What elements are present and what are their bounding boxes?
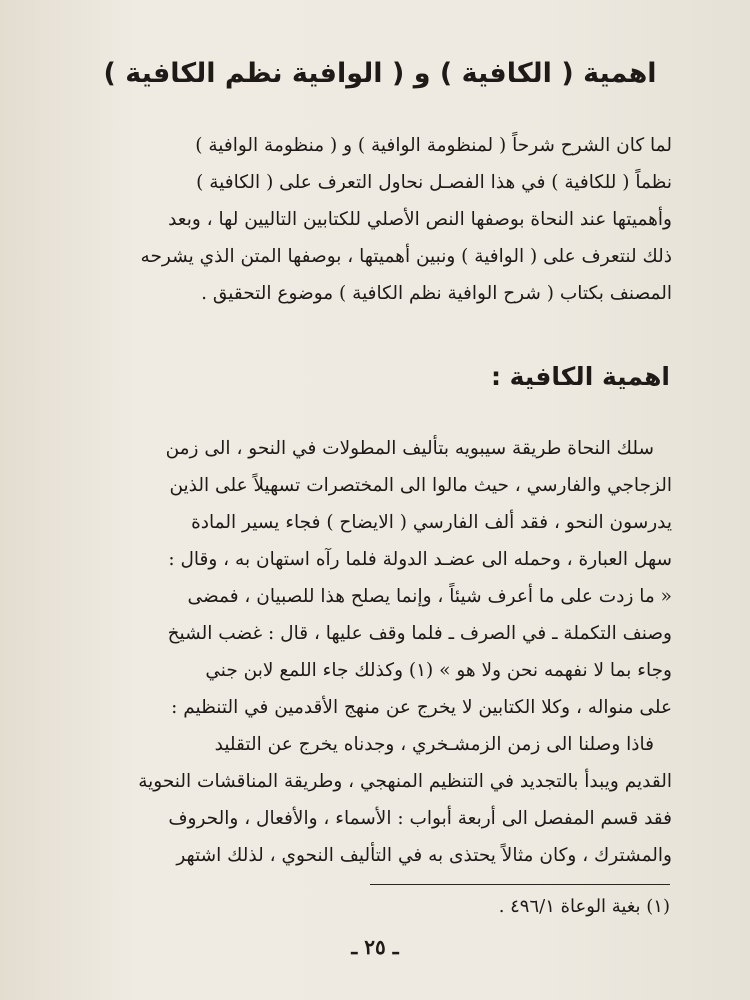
text-line: يدرسون النحو ، فقد ألف الفارسي ( الايضاح ) فجاء يسير المادة xyxy=(191,512,672,533)
text-line: وصنف التكملة ـ في الصرف ـ فلما وقف عليها ، قال : غضب الشيخ xyxy=(167,623,672,644)
page-heading: اهمية ( الكافية ) و ( الوافية نظم الكافية ) xyxy=(103,58,657,89)
text-line: ذلك لنتعرف على ( الوافية ) ونبين أهميتها ، بوصفها المتن الذي يشرحه xyxy=(140,246,672,267)
intro-paragraph xyxy=(62,127,672,312)
text-line: والمشترك ، وكان مثالاً يحتذى به في التأليف النحوي ، لذلك اشتهر xyxy=(176,845,672,866)
text-line: لما كان الشرح شرحاً ( لمنظومة الوافية ) و ( منظومة الوافية ) xyxy=(195,135,672,156)
footnote-divider xyxy=(370,884,670,885)
footnote: (١) بغية الوعاة ٤٩٦/١ . xyxy=(498,896,670,917)
text-line: القديم ويبدأ بالتجديد في التنظيم المنهجي ، وطريقة المناقشات النحوية xyxy=(138,771,672,792)
text-line: المصنف بكتاب ( شرح الوافية نظم الكافية ) موضوع التحقيق . xyxy=(201,283,672,304)
text-line: فاذا وصلنا الى زمن الزمشـخري ، وجدناه يخرج عن التقليد xyxy=(214,734,654,755)
page-number: ـ ٢٥ ـ xyxy=(351,935,399,959)
text-line: الزجاجي والفارسي ، حيث مالوا الى المختصرات تسهيلاً على الذين xyxy=(169,475,672,496)
body-paragraph xyxy=(62,430,672,874)
text-line: على منواله ، وكلا الكتابين لا يخرج عن منهج الأقدمين في التنظيم : xyxy=(171,697,672,718)
text-line: سهل العبارة ، وحمله الى عضـد الدولة فلما رآه استهان به ، وقال : xyxy=(168,549,672,570)
text-line: وأهميتها عند النحاة بوصفها النص الأصلي للكتابين التاليين لها ، وبعد xyxy=(168,209,672,230)
text-line: وجاء بما لا نفهمه نحن ولا هو » (١) وكذلك جاء اللمع لابن جني xyxy=(205,660,672,681)
text-line: نظماً ( للكافية ) في هذا الفصـل نحاول التعرف على ( الكافية ) xyxy=(196,172,672,193)
section-heading: اهمية الكافية : xyxy=(490,362,670,391)
text-line: « ما زدت على ما أعرف شيئاً ، وإنما يصلح هذا للصبيان ، فمضى xyxy=(187,586,672,607)
text-line: فقد قسم المفصل الى أربعة أبواب : الأسماء ، والأفعال ، والحروف xyxy=(168,808,672,829)
text-line: سلك النحاة طريقة سيبويه بتأليف المطولات في النحو ، الى زمن xyxy=(165,438,654,459)
